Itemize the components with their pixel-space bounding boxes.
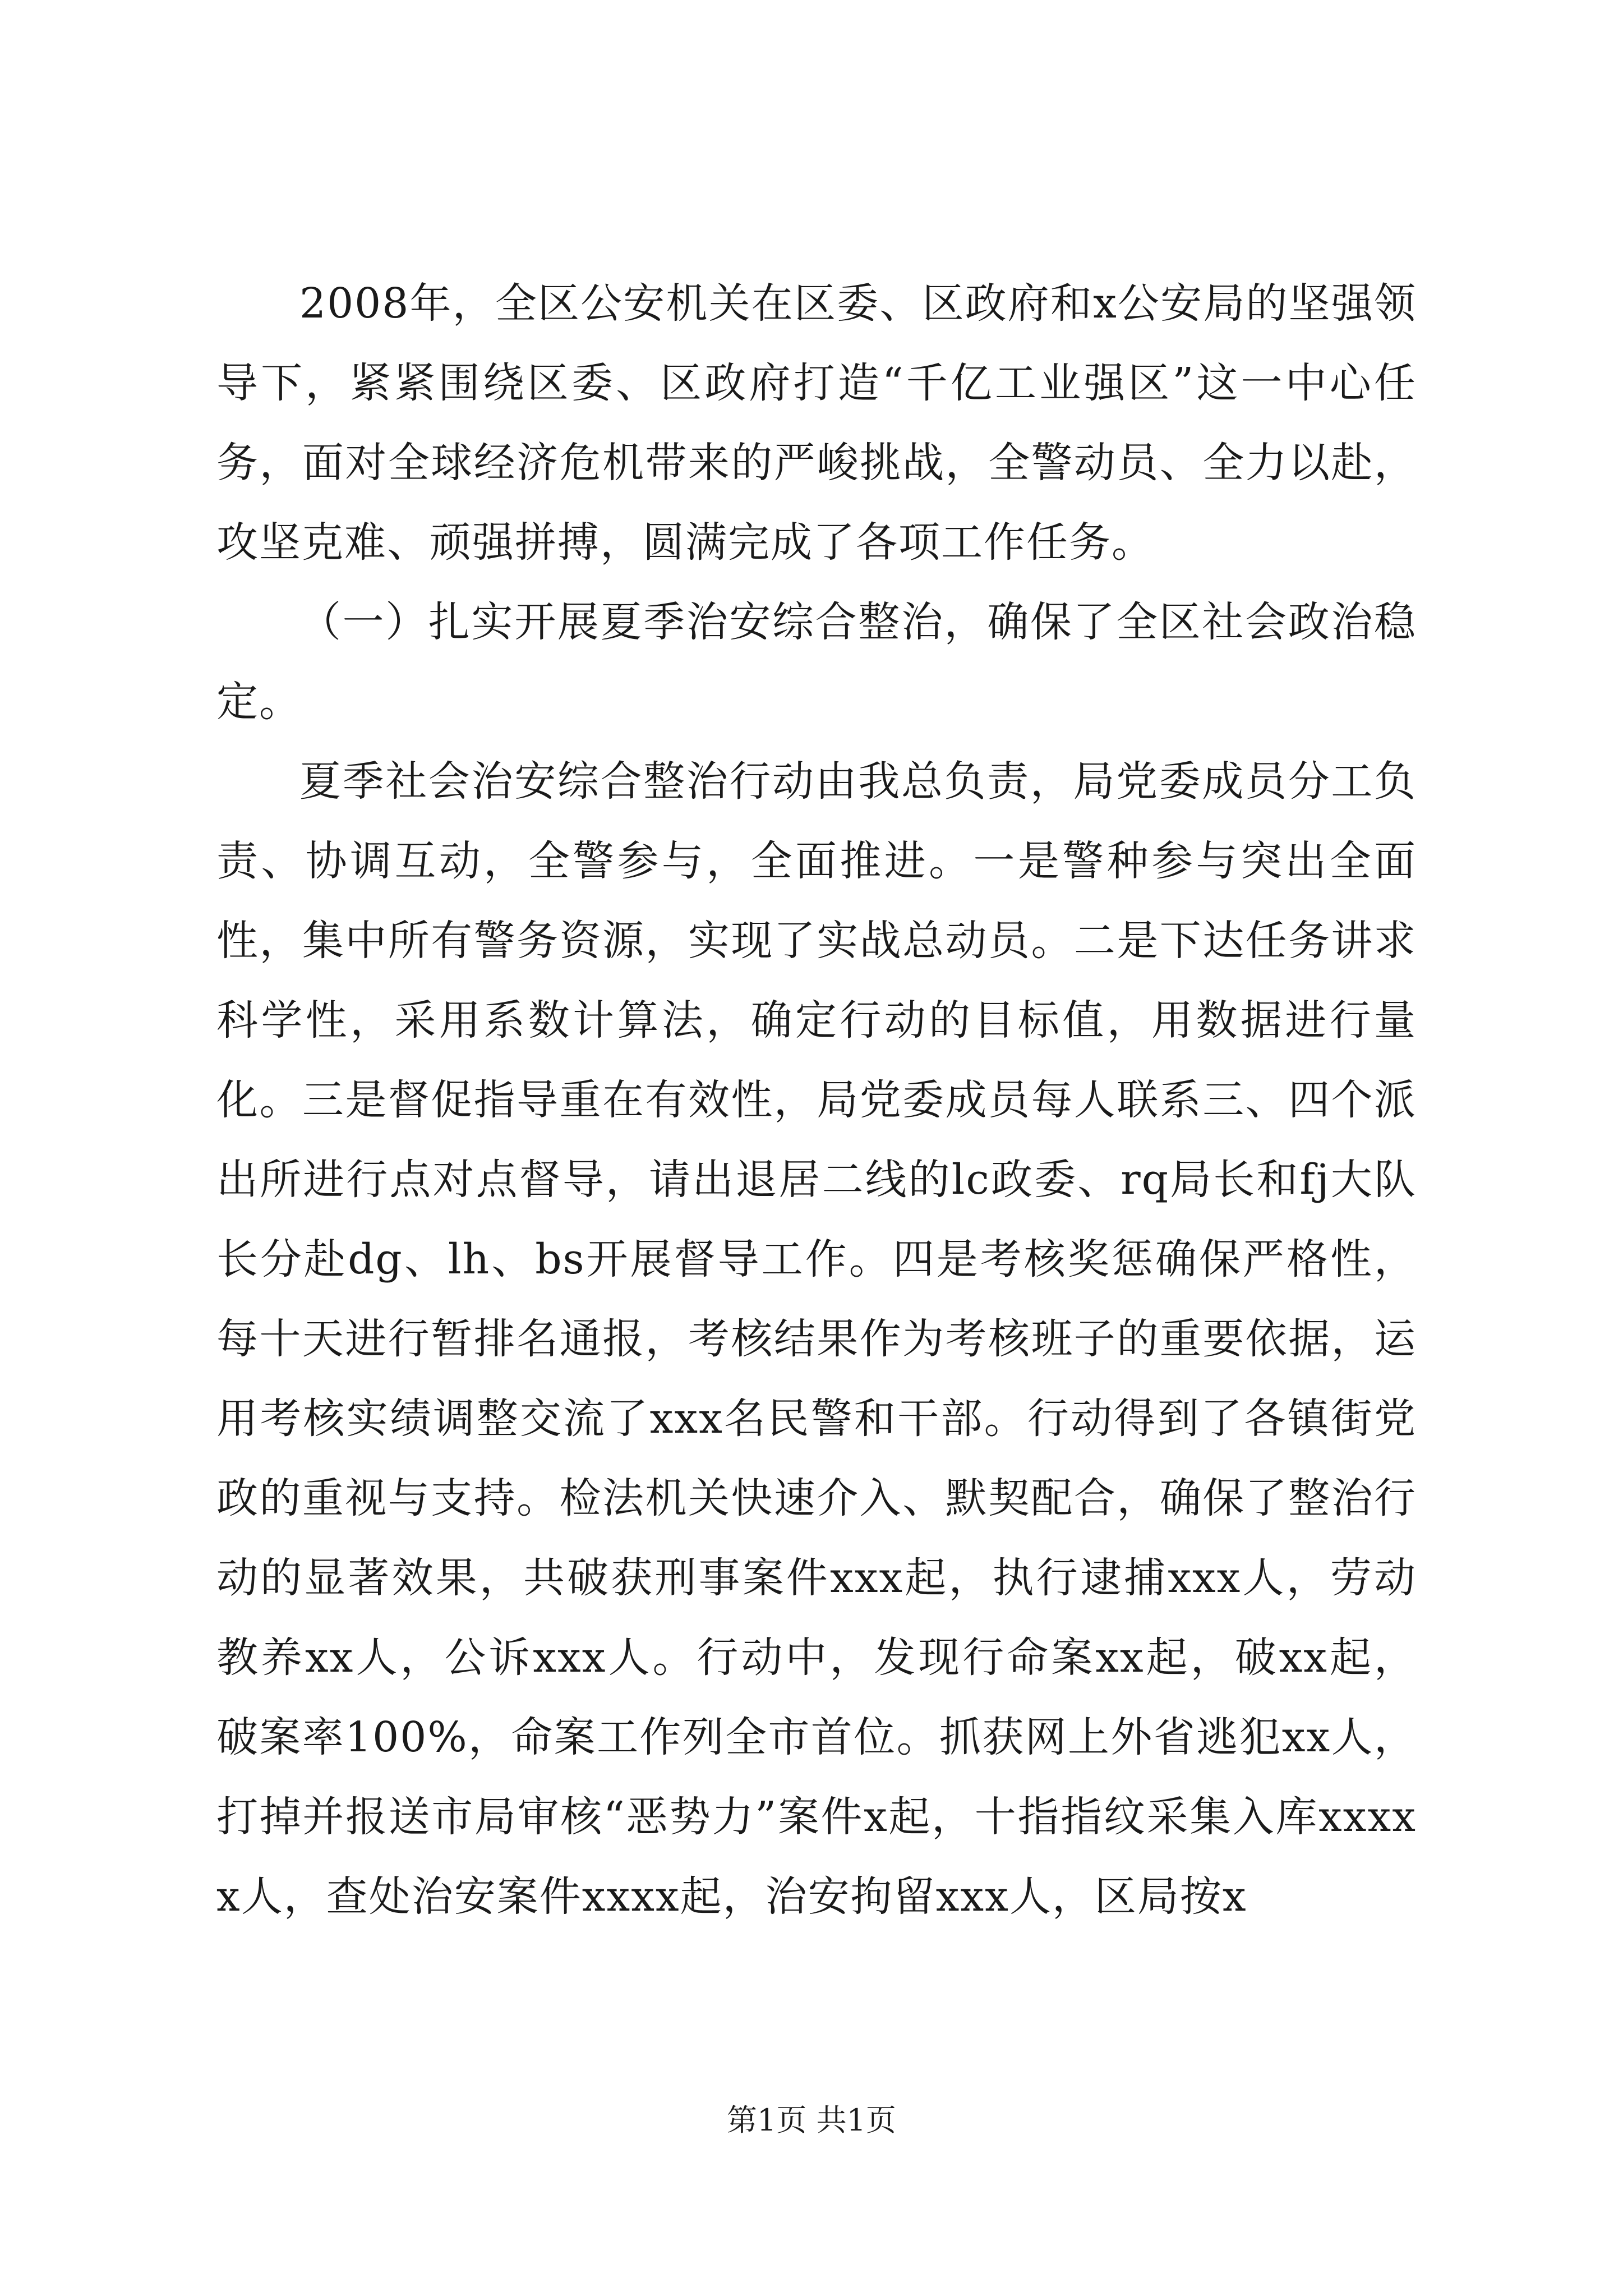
document-body — [216, 264, 1417, 1936]
paragraph-intro: 2008年，全区公安机关在区委、区政府和x公安局的坚强领导下，紧紧围绕区委、区政府打造“千亿工业强区”这一中心任务，面对全球经济危机带来的严峻挑战，全警动员、全力以赴，攻坚克难、顽强拼搏，圆满完成了各项工作任务。 — [216, 279, 1417, 567]
page-footer: 第1页 共1页 — [727, 2102, 896, 2138]
paragraph-summer-campaign: 夏季社会治安综合整治行动由我总负责，局党委成员分工负责、协调互动，全警参与，全面推进。一是警种参与突出全面性，集中所有警务资源，实现了实战总动员。二是下达任务讲求科学性，采用系数计算法，确定行动的目标值，用数据进行量化。三是督促指导重在有效性，局党委成员每人联系三、四个派出所进行点对点督导，请出退居二线的lc政委、rq局长和fj大队长分赴dg、lh、bs开展督导工作。四是考核奖惩确保严格性，每十天进行暂排名通报，考核结果作为考核班子的重要依据，运用考核实绩调整交流了xxx名民警和干部。行动得到了各镇街党政的重视与支持。检法机关快速介入、默契配合，确保了整治行动的显著效果，共破获刑事案件xxx起，执行逮捕xxx人，劳动教养xx人，公诉xxx人。行动中，发现行命案xx起，破xx起，破案率100%，命案工作列全市首位。抓获网上外省逃犯xx人，打掉并报送市局审核“恶势力”案件x起，十指指纹采集入库xxxxx人，查处治安案件xxxx起，治安拘留xxx人，区局按x — [216, 757, 1417, 1921]
paragraph-section-heading: （一）扎实开展夏季治安综合整治，确保了全区社会政治稳定。 — [216, 598, 1417, 726]
